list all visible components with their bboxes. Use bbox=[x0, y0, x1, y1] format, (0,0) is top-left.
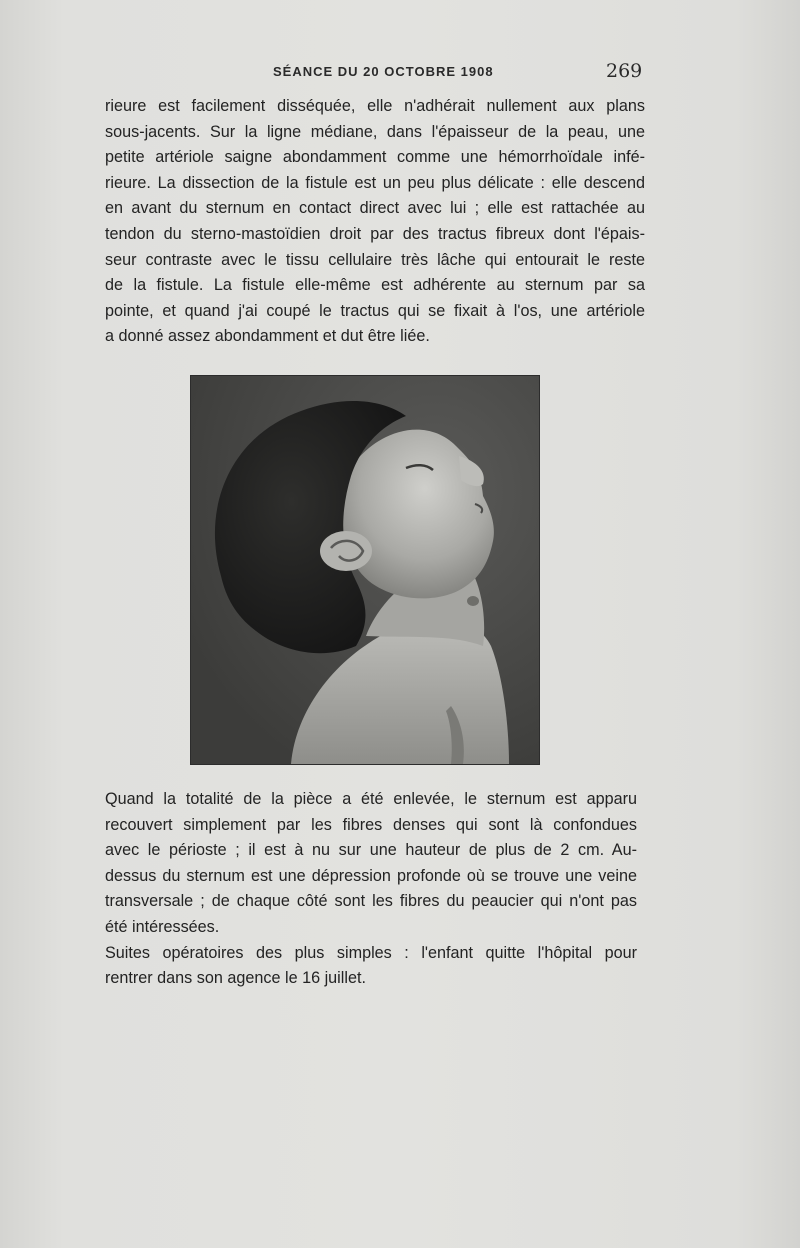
running-title: SÉANCE DU 20 OCTOBRE 1908 bbox=[273, 64, 494, 79]
paragraph-bottom bbox=[105, 787, 637, 992]
running-head bbox=[0, 62, 800, 86]
text-line: rieure est facilement disséquée, elle n'adhérait nullement aux plans bbox=[105, 97, 645, 115]
text-line: pointe, et quand j'ai coupé le tractus qui se fixait à l'os, une artériole bbox=[105, 301, 645, 320]
text-line: tendon du sterno-mastoïdien droit par des tractus fibreux dont l'épais- bbox=[105, 224, 645, 243]
page-number: 269 bbox=[606, 60, 643, 82]
text-line: été intéressées. bbox=[105, 917, 220, 936]
text-line: en avant du sternum en contact direct avec lui ; elle est rattachée au bbox=[105, 199, 645, 218]
text-line: de la fistule. La fistule elle-même est adhérente au sternum par sa bbox=[105, 276, 645, 295]
text-line: seur contraste avec le tissu cellulaire très lâche qui entourait le reste bbox=[105, 250, 645, 269]
text-line: petite artériole saigne abondamment comme une hémorrhoïdale infé- bbox=[105, 148, 645, 167]
text-line: sous-jacents. Sur la ligne médiane, dans l'épaisseur de la peau, une bbox=[105, 122, 645, 141]
text-line: rentrer dans son agence le 16 juillet. bbox=[105, 969, 366, 988]
text-line: dessus du sternum est une dépression profonde où se trouve une veine bbox=[105, 866, 637, 885]
figure-photograph bbox=[190, 375, 540, 765]
child-profile-image bbox=[191, 376, 539, 764]
text-line: recouvert simplement par les fibres denses qui sont là confondues bbox=[105, 815, 637, 834]
text-line: Suites opératoires des plus simples : l'enfant quitte l'hôpital pour bbox=[105, 943, 637, 962]
text-line: a donné assez abondamment et dut être liée. bbox=[105, 327, 430, 346]
text-line: transversale ; de chaque côté sont les fibres du peaucier qui n'ont pas bbox=[105, 892, 637, 911]
text-line: Quand la totalité de la pièce a été enlevée, le sternum est apparu bbox=[105, 790, 637, 808]
paragraph-top bbox=[105, 94, 645, 350]
text-line: rieure. La dissection de la fistule est un peu plus délicate : elle descend bbox=[105, 173, 645, 192]
text-line: avec le périoste ; il est à nu sur une hauteur de plus de 2 cm. Au- bbox=[105, 841, 637, 860]
